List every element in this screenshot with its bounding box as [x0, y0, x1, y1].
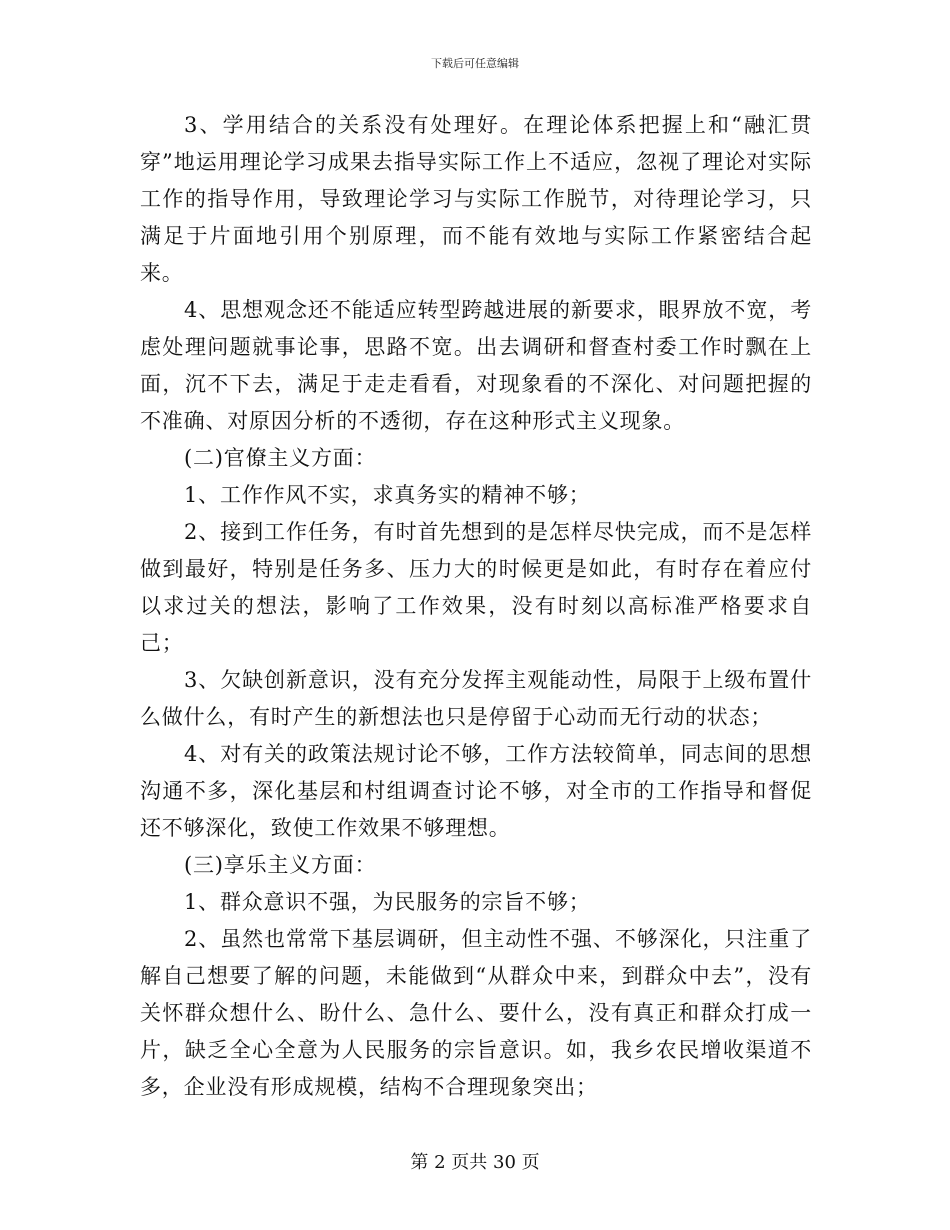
paragraph: 2、接到工作任务，有时首先想到的是怎样尽快完成，而不是怎样做到最好，特别是任务多、压力大的时候更是如此，有时存在着应付以求过关的想法，影响了工作效果，没有时刻以高标准严格要求自己； — [140, 520, 812, 655]
page-header-note: 下载后可任意编辑 — [431, 57, 519, 70]
section-heading: (三)享乐主义方面： — [184, 853, 377, 877]
paragraph: 1、工作作风不实，求真务实的精神不够； — [184, 483, 591, 507]
document-body — [140, 107, 812, 1106]
paragraph: 4、思想观念还不能适应转型跨越进展的新要求，眼界放不宽，考虑处理问题就事论事，思路不宽。出去调研和督查村委工作时飘在上面，沉不下去，满足于走走看看，对现象看的不深化、对问题把握的不准确、对原因分析的不透彻，存在这种形式主义现象。 — [140, 298, 812, 433]
paragraph: 1、群众意识不强，为民服务的宗旨不够； — [184, 890, 591, 914]
page-number: 第 2 页共 30 页 — [410, 1152, 540, 1173]
paragraph: 4、对有关的政策法规讨论不够，工作方法较简单，同志间的思想沟通不多，深化基层和村组调查讨论不够，对全市的工作指导和督促还不够深化，致使工作效果不够理想。 — [140, 742, 812, 840]
paragraph: 3、学用结合的关系没有处理好。在理论体系把握上和“融汇贯穿”地运用理论学习成果去指导实际工作上不适应，忽视了理论对实际工作的指导作用，导致理论学习与实际工作脱节，对待理论学习，只满足于片面地引用个别原理，而不能有效地与实际工作紧密结合起来。 — [140, 113, 812, 285]
paragraph: 2、虽然也常常下基层调研，但主动性不强、不够深化，只注重了解自己想要了解的问题，未能做到“从群众中来，到群众中去”，没有关怀群众想什么、盼什么、急什么、要什么，没有真正和群众打成一片，缺乏全心全意为人民服务的宗旨意识。如，我乡农民增收渠道不多，企业没有形成规模，结构不合理现象突出； — [140, 927, 812, 1099]
paragraph: 3、欠缺创新意识，没有充分发挥主观能动性，局限于上级布置什么做什么，有时产生的新想法也只是停留于心动而无行动的状态； — [140, 668, 812, 729]
section-heading: (二)官僚主义方面： — [184, 446, 377, 470]
